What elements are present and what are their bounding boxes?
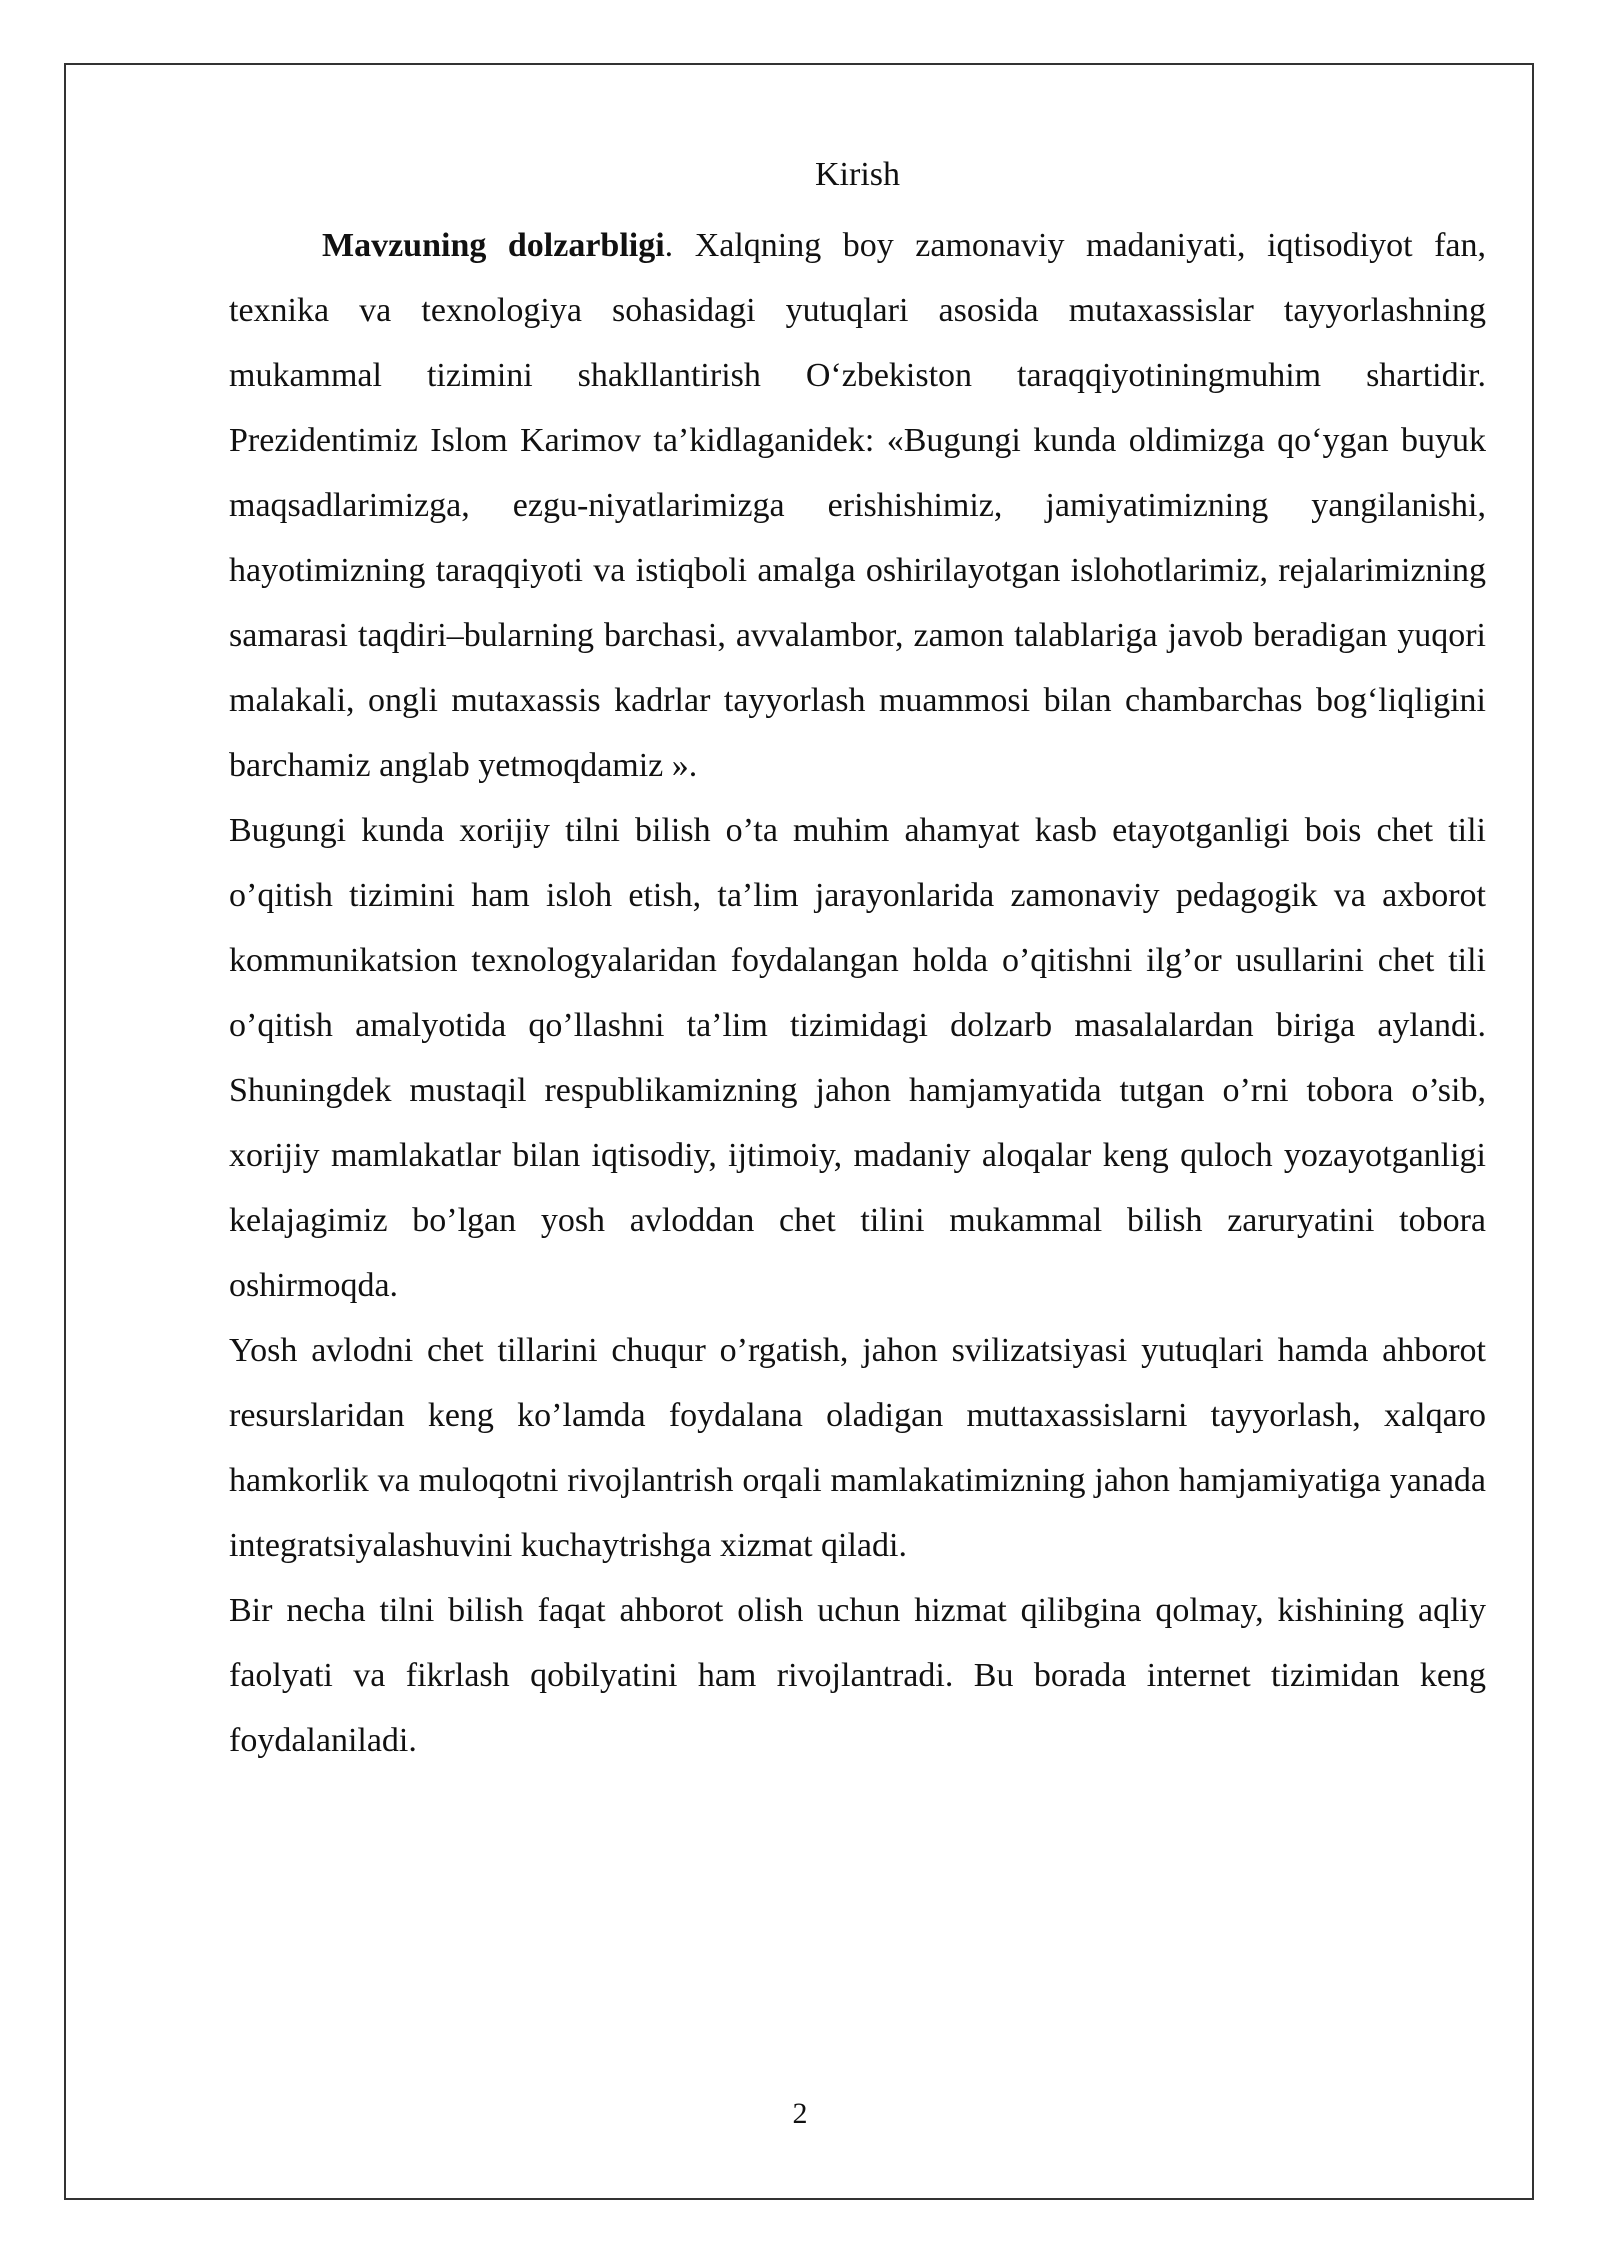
paragraph-multilingual: Bir necha tilni bilish faqat ahborot olish uchun hizmat qilibgina qolmay, kishining aqliy faolyati va fikrlash qobilyatini ham rivojlantradi. Bu borada internet tizimidan keng foydalaniladi.	[229, 1592, 1486, 1759]
paragraph-foreign-language: Bugungi kunda xorijiy tilni bilish o’ta muhim ahamyat kasb etayotganligi bois chet tili o’qitish tizimini ham isloh etish, ta’lim jarayonlarida zamonaviy pedagogik va axborot kommunikatsion texnologyalaridan foydalangan holda o’qitishni ilg’or usullarini chet tili o’qitish amalyotida qo’llashni ta’lim tizimidagi dolzarb masalalardan biriga aylandi. Shuningdek mustaqil respublikamizning jahon hamjamyatida tutgan o’rni tobora o’sib, xorijiy mamlakatlar bilan iqtisodiy, ijtimoiy, madaniy aloqalar keng quloch yozayotganligi kelajagimiz bo’lgan yosh avloddan chet tilini mukammal bilish zaruryatini tobora oshirmoqda.	[229, 812, 1486, 1304]
paragraph-young-generation: Yosh avlodni chet tillarini chuqur o’rgatish, jahon svilizatsiyasi yutuqlari hamda ahborot resurslaridan keng ko’lamda foydalana oladigan muttaxassislarni tayyorlash, xalqaro hamkorlik va muloqotni rivojlantrish orqali mamlakatimizning jahon hamjamiyatiga yanada integratsiyalashuvini kuchaytrishga xizmat qiladi.	[229, 1332, 1486, 1564]
page-content	[229, 150, 1486, 1773]
section-heading: Kirish	[815, 156, 900, 193]
paragraph-relevance-text: . Xalqning boy zamonaviy madaniyati, iqtisodiyot fan, texnika va texnologiya sohasidagi yutuqlari asosida mutaxassislar tayyorlashning mukammal tizimini shakllantirish O‘zbekiston taraqqiyotiningmuhim shartidir. Prezidentimiz Islom Karimov ta’kidlaganidek: «Bugungi kunda oldimizga qo‘ygan buyuk maqsadlarimizga, ezgu-niyatlarimizga erishishimiz, jamiyatimizning yangilanishi, hayotimizning taraqqiyoti va istiqboli amalga oshirilayotgan islohotlarimiz, rejalarimizning samarasi taqdiri–bularning barchasi, avvalambor, zamon talablariga javob beradigan yuqori malakali, ongli mutaxassis kadrlar tayyorlash muammosi bilan chambarchas bog‘liqligini barchamiz anglab yetmoqdamiz ».	[229, 227, 1486, 784]
page-number: 2	[792, 2097, 808, 2130]
paragraph-relevance	[229, 213, 1486, 798]
paragraph-lead: Mavzuning dolzarbligi	[322, 227, 665, 264]
